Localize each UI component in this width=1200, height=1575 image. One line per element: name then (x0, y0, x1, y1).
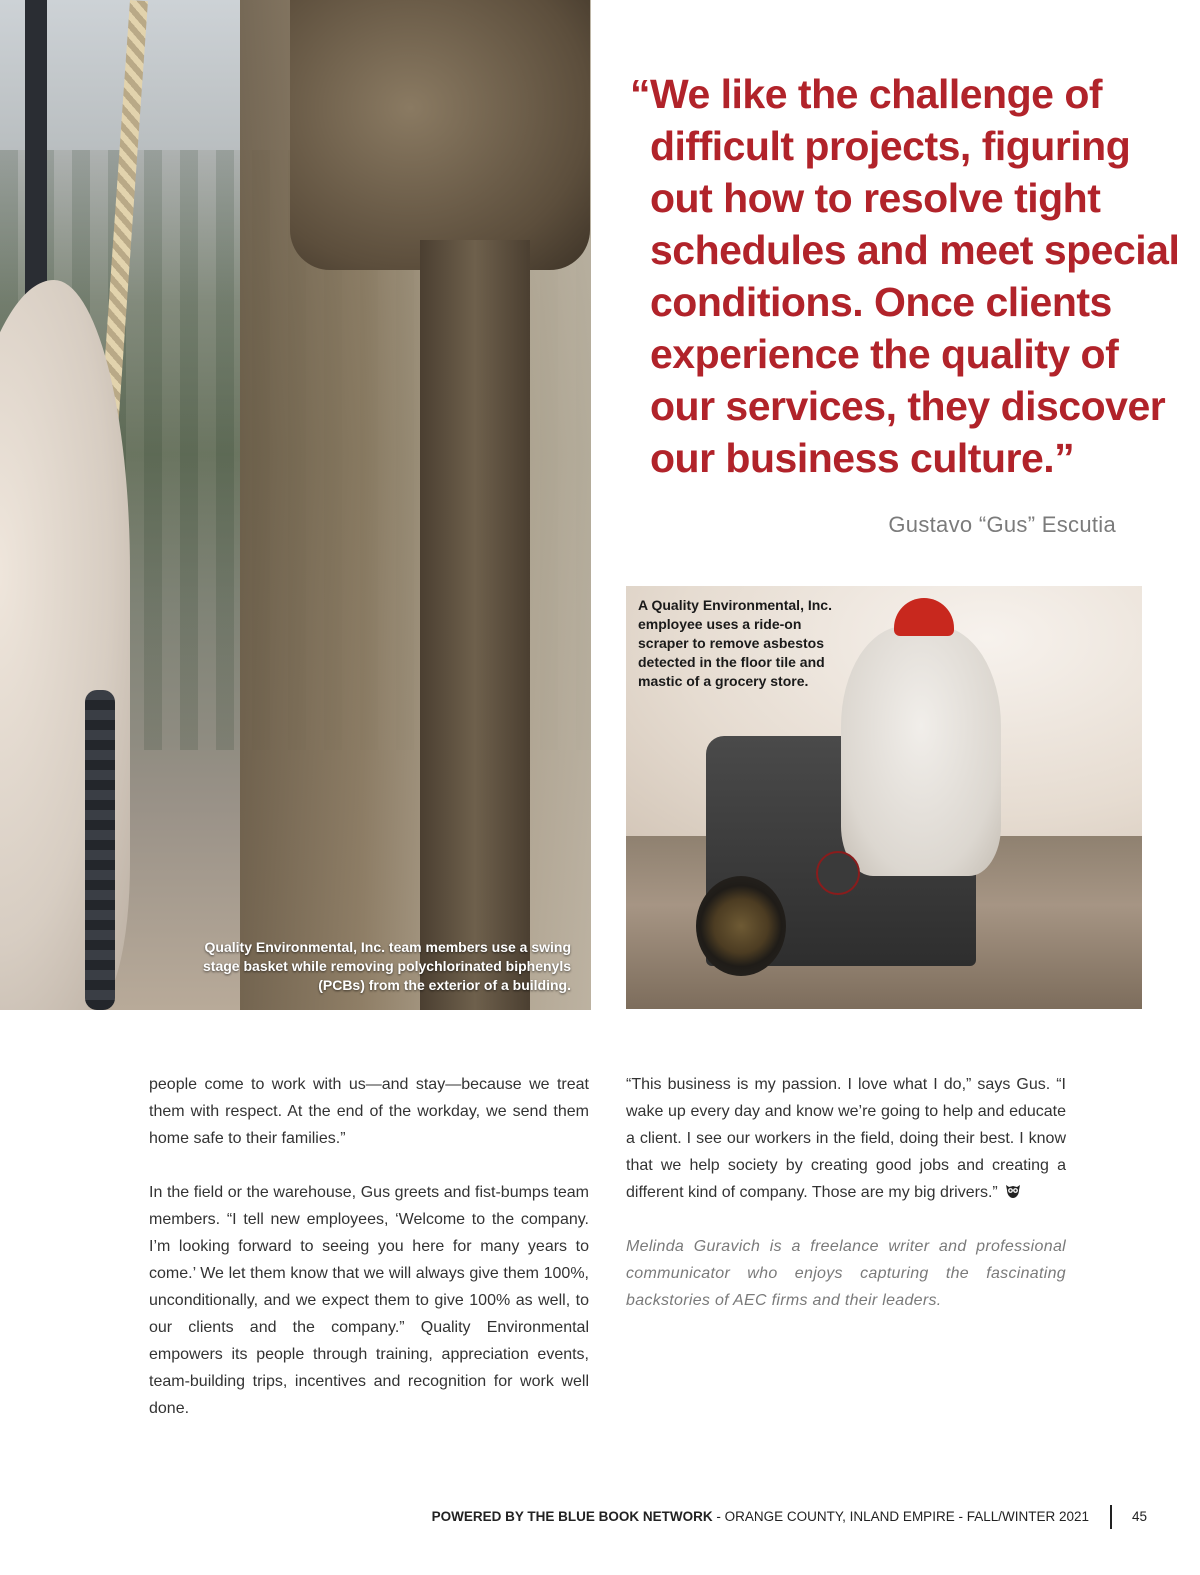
scraper-wheel (696, 876, 786, 976)
basket-post (420, 240, 530, 1010)
footer-brand: POWERED BY THE BLUE BOOK NETWORK (431, 1509, 713, 1524)
quote-attribution: Gustavo “Gus” Escutia (888, 512, 1116, 537)
company-badge (816, 851, 860, 895)
pulley (290, 0, 590, 270)
footer-text (432, 1509, 1089, 1524)
body-paragraph-with-end-mark (626, 1071, 1066, 1206)
body-column-left (149, 1071, 589, 1449)
floor-scraper-photo (626, 586, 1142, 1009)
pull-quote: “We like the challenge of difficult projects, figuring out how to resolve tight schedules and meet special conditions. Once clients experience the quality of our services, they discover our business culture.” (630, 71, 1180, 481)
body-paragraph: people come to work with us—and stay—because we treat them with respect. At the end of the workday, we send them home safe to their families.” (149, 1076, 589, 1147)
lanyard (85, 690, 115, 1010)
page-number: 45 (1132, 1509, 1148, 1524)
body-paragraph: “This business is my passion. I love what I do,” says Gus. “I wake up every day and know we’re going to help and educate a client. I see our workers in the field, doing their best. I know that we help society by creating good jobs and creating a different kind of company. Those are my big drivers.” (626, 1076, 1066, 1201)
swing-stage-photo (0, 0, 591, 1010)
photo-right-caption: A Quality Environmental, Inc. employee uses a ride-on scraper to remove asbestos detected in the floor tile and mastic of a grocery store. (638, 597, 832, 689)
photo-left-caption: Quality Environmental, Inc. team members use a swing stage basket while removing polychlorinated biphenyls (PCBs) from the exterior of a building. (203, 939, 571, 993)
footer-edition: - ORANGE COUNTY, INLAND EMPIRE - FALL/WINTER 2021 (712, 1509, 1089, 1524)
page-footer (0, 1505, 1200, 1529)
body-column-right (626, 1071, 1066, 1341)
body-paragraph: In the field or the warehouse, Gus greets and fist-bumps team members. “I tell new employees, ‘Welcome to the company. I’m looking forward to seeing you here for many years to come.’ We let them know that we will always give them 100%, unconditionally, and we expect them to give 100% as well, to our clients and the company.” Quality Environmental empowers its people through training, appreciation events, team-building trips, incentives and recognition for work well done. (149, 1184, 589, 1417)
owl-icon (1004, 1183, 1022, 1199)
worker-in-suit (841, 626, 1001, 876)
footer-divider (1110, 1505, 1112, 1529)
author-bio: Melinda Guravich is a freelance writer and professional communicator who enjoys capturing the fascinating backstories of AEC firms and their leaders. (626, 1238, 1066, 1309)
